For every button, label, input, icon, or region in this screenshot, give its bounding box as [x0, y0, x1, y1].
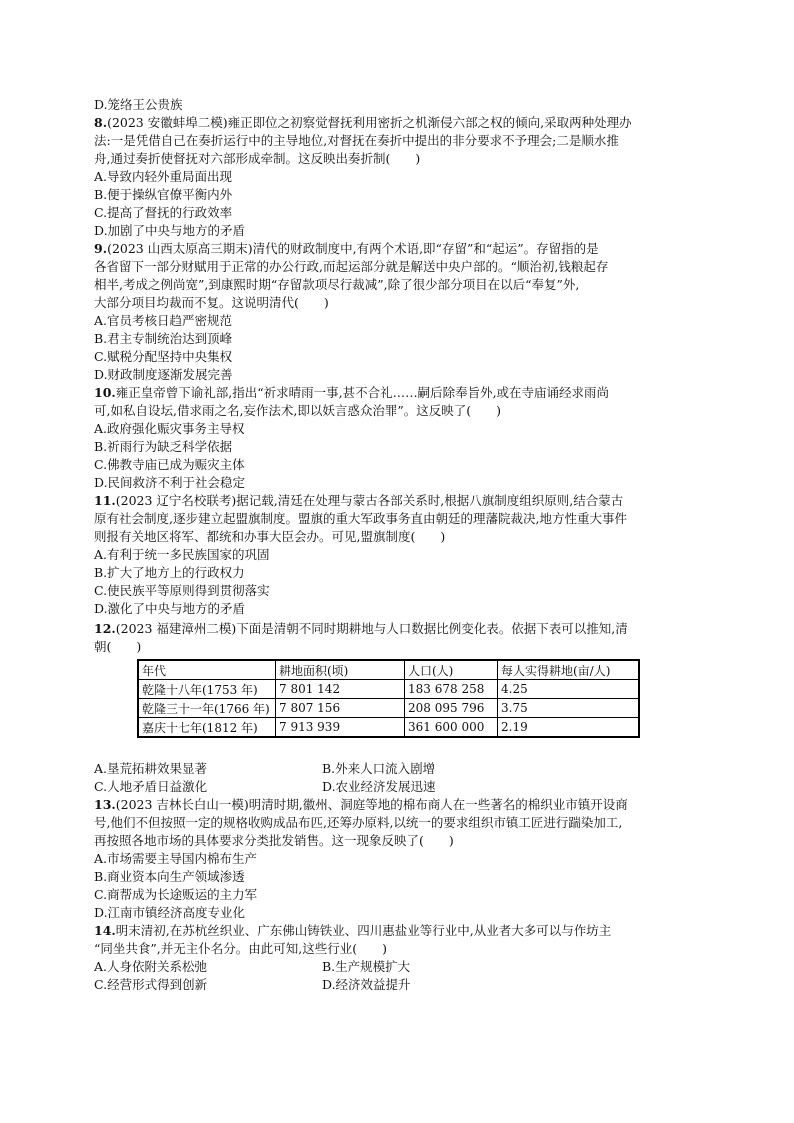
- q7-option-d: D.笼络王公贵族: [94, 97, 183, 112]
- q8-stem-line-3: 舟,通过奏折使督抚对六部形成牵制。这反映出奏折制( ): [94, 151, 421, 166]
- q11-number: 11.: [94, 493, 116, 508]
- table-cell: 7 913 939: [276, 718, 405, 738]
- q11-option-b: B.扩大了地方上的行政权力: [94, 565, 245, 580]
- q12-stem-line-1: [94, 620, 628, 638]
- q10-option-b: B.祈雨行为缺乏科学依据: [94, 439, 233, 454]
- q8-option-d: D.加剧了中央与地方的矛盾: [94, 223, 246, 238]
- q14-stem-line-2: “同坐共食”,并无主仆名分。由此可知,这些行业( ): [94, 941, 387, 956]
- q11-stem-line-2: 原有社会制度,逐步建立起盟旗制度。盟旗的重大军政事务直由朝廷的理藩院裁决,地方性重大事件: [94, 511, 627, 526]
- q8-option-c: C.提高了督抚的行政效率: [94, 205, 233, 220]
- q12-number: 12.: [94, 621, 116, 636]
- q9-stem-line-3: 相半,考成之例尚宽”,到康熙时期“存留款项尽行裁减”,除了很少部分项目在以后“奉复”外,: [94, 277, 580, 292]
- table-header-cell: 人口(人): [405, 660, 498, 680]
- q8-stem-line-1: [94, 114, 632, 132]
- q11-stem-line-1: [94, 492, 623, 510]
- q9-stem-line-4: 大部分项目均裁而不复。这说明清代( ): [94, 295, 329, 310]
- table-cell: 7 801 142: [276, 680, 405, 699]
- q14-text-1: 明末清初,在苏杭丝织业、广东佛山铸铁业、四川惠盐业等行业中,从业者大多可以与作坊主: [115, 923, 612, 938]
- table-cell: 7 807 156: [276, 699, 405, 718]
- q12-option-b: B.外来人口流入剧增: [322, 761, 436, 776]
- q13-option-b: B.商业资本向生产领域渗透: [94, 869, 245, 884]
- table-cell: 361 600 000: [405, 718, 498, 738]
- q9-stem-line-1: [94, 240, 599, 258]
- q14-option-a: A.人身依附关系松弛: [94, 959, 208, 974]
- q9-option-d: D.财政制度逐渐发展完善: [94, 367, 233, 382]
- table-row: [138, 699, 639, 718]
- table-header-row: [138, 660, 639, 680]
- q10-number: 10.: [94, 385, 116, 400]
- q11-text-1: (2023 辽宁名校联考)据记载,清廷在处理与蒙古各部关系时,根据八旗制度组织原则,结合蒙古: [115, 493, 624, 508]
- q13-text-1: (2023 吉林长白山一模)明清时期,徽州、洞庭等地的棉布商人在一些著名的棉织业市镇开设商: [115, 797, 628, 812]
- q9-number: 9.: [94, 241, 108, 256]
- q13-option-a: A.市场需要主导国内棉布生产: [94, 851, 258, 866]
- q13-stem-line-2: 号,他们不但按照一定的规格收购成品布匹,还筹办原料,以统一的要求组织市镇工匠进行踹染加工,: [94, 815, 623, 830]
- q8-option-b: B.便于操纵官僚平衡内外: [94, 187, 233, 202]
- q14-stem-line-1: [94, 922, 611, 940]
- q9-option-a: A.官员考核日趋严密规范: [94, 313, 233, 328]
- table-cell: 4.25: [498, 680, 640, 699]
- table-row: [138, 680, 639, 699]
- table-cell: 嘉庆十七年(1812 年): [138, 718, 276, 738]
- q13-option-c: C.商帮成为长途贩运的主力军: [94, 887, 258, 902]
- q9-stem-line-2: 各省留下一部分财赋用于正常的办公行政,而起运部分就是解送中央户部的。“顺治初,钱粮起存: [94, 259, 609, 274]
- cultivated-land-population-table: [137, 659, 640, 738]
- q12-option-d: D.农业经济发展迅速: [322, 779, 436, 794]
- table-cell: 乾隆三十一年(1766 年): [138, 699, 276, 718]
- table-cell: 2.19: [498, 718, 640, 738]
- q13-option-d: D.江南市镇经济高度专业化: [94, 905, 246, 920]
- q10-text-1: 雍正皇帝曾下谕礼部,指出“祈求晴雨一事,甚不合礼……嗣后除奉旨外,或在寺庙诵经求雨尚: [115, 385, 610, 400]
- q8-text-1: (2023 安徽蚌埠二模)雍正即位之初察觉督抚利用密折之机渐侵六部之权的倾向,采取两种处理办: [107, 115, 632, 130]
- q10-option-c: C.佛教寺庙已成为赈灾主体: [94, 457, 245, 472]
- q11-option-d: D.激化了中央与地方的矛盾: [94, 601, 246, 616]
- q14-option-d: D.经济效益提升: [322, 977, 411, 992]
- q10-option-a: A.政府强化赈灾事务主导权: [94, 421, 245, 436]
- q13-number: 13.: [94, 797, 116, 812]
- q12-stem-line-2: 朝( ): [94, 639, 142, 654]
- q10-stem-line-2: 可,如私自设坛,借求雨之名,妄作法术,即以妖言惑众治罪”。这反映了( ): [94, 403, 502, 418]
- table-cell: 3.75: [498, 699, 640, 718]
- table-header-cell: 每人实得耕地(亩/人): [498, 660, 640, 680]
- table-header-cell: 耕地面积(顷): [276, 660, 405, 680]
- q11-option-c: C.使民族平等原则得到贯彻落实: [94, 583, 270, 598]
- q9-text-1: (2023 山西太原高三期末)清代的财政制度中,有两个术语,即“存留”和“起运”。存留指的是: [107, 241, 599, 256]
- table-header-cell: 年代: [138, 660, 276, 680]
- q10-stem-line-1: [94, 384, 609, 402]
- q14-number: 14.: [94, 923, 116, 938]
- q11-option-a: A.有利于统一多民族国家的巩固: [94, 547, 270, 562]
- table-cell: 乾隆十八年(1753 年): [138, 680, 276, 699]
- q8-stem-line-2: 法:一是凭借自己在奏折运行中的主导地位,对督抚在奏折中提出的非分要求不予理会;二是顺水推: [94, 133, 619, 148]
- q9-option-c: C.赋税分配坚持中央集权: [94, 349, 233, 364]
- q8-option-a: A.导致内轻外重局面出现: [94, 169, 233, 184]
- q11-stem-line-3: 则报有关地区将军、都统和办事大臣会办。可见,盟旗制度( ): [94, 529, 446, 544]
- q8-number: 8.: [94, 115, 108, 130]
- q14-option-c: C.经营形式得到创新: [94, 977, 208, 992]
- table-cell: 208 095 796: [405, 699, 498, 718]
- table-cell: 183 678 258: [405, 680, 498, 699]
- q13-stem-line-1: [94, 796, 628, 814]
- q12-option-a: A.垦荒拓耕效果显著: [94, 761, 208, 776]
- q13-stem-line-3: 再按照各地市场的具体要求分类批发销售。这一现象反映了( ): [94, 833, 454, 848]
- table-row: [138, 718, 639, 738]
- q10-option-d: D.民间救济不利于社会稳定: [94, 475, 246, 490]
- q12-text-1: (2023 福建漳州二模)下面是清朝不同时期耕地与人口数据比例变化表。依据下表可以推知,清: [115, 621, 628, 636]
- q14-option-b: B.生产规模扩大: [322, 959, 411, 974]
- q12-option-c: C.人地矛盾日益激化: [94, 779, 208, 794]
- q9-option-b: B.君主专制统治达到顶峰: [94, 331, 233, 346]
